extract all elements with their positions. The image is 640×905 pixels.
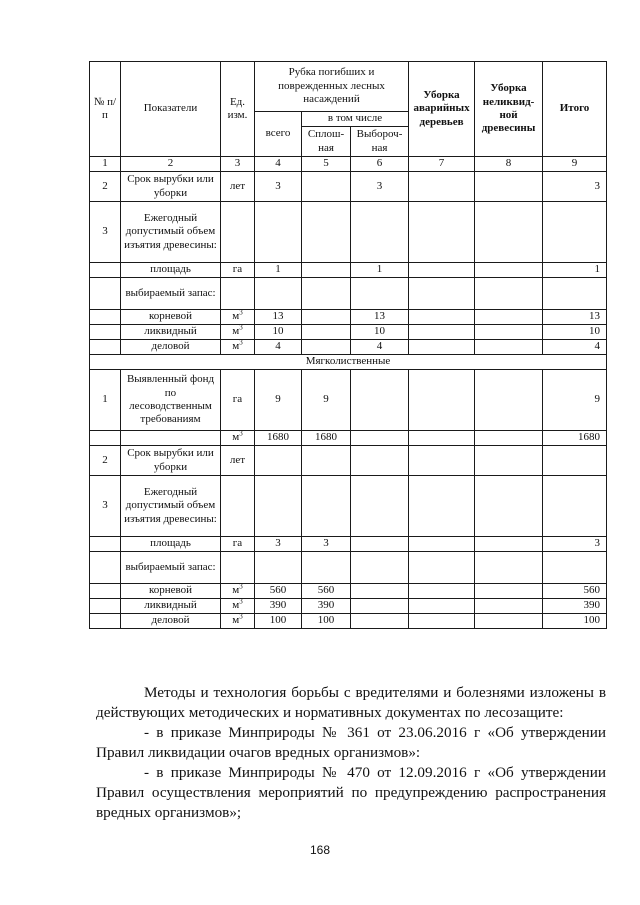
cell-total-fell: 100 bbox=[255, 614, 302, 629]
table-row bbox=[90, 552, 607, 584]
cell-total: 1680 bbox=[543, 431, 607, 446]
row-num bbox=[90, 552, 121, 584]
cell-clear: 1680 bbox=[302, 431, 351, 446]
row-num: 2 bbox=[90, 172, 121, 202]
cell-total-fell: 1680 bbox=[255, 431, 302, 446]
cell-selective: 4 bbox=[351, 340, 409, 355]
cell-nonliquid bbox=[475, 202, 543, 263]
cell-selective bbox=[351, 431, 409, 446]
row-unit bbox=[221, 278, 255, 310]
unit-m3: м bbox=[232, 340, 240, 353]
row-unit bbox=[221, 340, 255, 355]
cell-emergency bbox=[409, 614, 475, 629]
row-label: деловой bbox=[121, 340, 221, 355]
cell-nonliquid bbox=[475, 325, 543, 340]
cell-total: 100 bbox=[543, 614, 607, 629]
table-row bbox=[90, 446, 607, 476]
cell-clear bbox=[302, 278, 351, 310]
row-unit bbox=[221, 552, 255, 584]
cell-emergency bbox=[409, 202, 475, 263]
cell-selective: 13 bbox=[351, 310, 409, 325]
index-cell: 3 bbox=[221, 157, 255, 172]
row-unit bbox=[221, 584, 255, 599]
cell-clear bbox=[302, 476, 351, 537]
cell-total: 13 bbox=[543, 310, 607, 325]
row-label: корневой bbox=[121, 310, 221, 325]
row-label: ликвидный bbox=[121, 325, 221, 340]
unit-m3: м bbox=[232, 614, 240, 627]
cell-total bbox=[543, 278, 607, 310]
table-row bbox=[90, 370, 607, 431]
row-unit: лет bbox=[221, 172, 255, 202]
row-unit bbox=[221, 476, 255, 537]
cell-selective bbox=[351, 584, 409, 599]
row-num bbox=[90, 599, 121, 614]
cell-selective bbox=[351, 370, 409, 431]
header-indicator: Показатели bbox=[121, 62, 221, 157]
cell-clear bbox=[302, 263, 351, 278]
cell-total-fell: 9 bbox=[255, 370, 302, 431]
row-num bbox=[90, 263, 121, 278]
cell-total: 3 bbox=[543, 537, 607, 552]
list-item-order-470: - в приказе Минприроды № 470 от 12.09.2016 г «Об утверждении Правил осуществления мероприятий по предупреждению распространения вредных организмов»; bbox=[96, 764, 606, 821]
header-unit: Ед. изм. bbox=[221, 62, 255, 157]
cell-clear: 100 bbox=[302, 614, 351, 629]
index-cell: 5 bbox=[302, 157, 351, 172]
cell-total-fell bbox=[255, 552, 302, 584]
cell-clear bbox=[302, 310, 351, 325]
row-label: площадь bbox=[121, 263, 221, 278]
row-unit bbox=[221, 202, 255, 263]
cell-selective bbox=[351, 552, 409, 584]
row-label: Ежегодный допустимый объем изъятия древесины: bbox=[121, 202, 221, 263]
cell-nonliquid bbox=[475, 476, 543, 537]
cell-nonliquid bbox=[475, 263, 543, 278]
cell-total bbox=[543, 552, 607, 584]
index-row bbox=[90, 157, 607, 172]
header-nonliquid: Уборка неликвид-ной древесины bbox=[475, 62, 543, 157]
unit-sup: 3 bbox=[239, 430, 243, 438]
cell-total-fell bbox=[255, 278, 302, 310]
index-cell: 9 bbox=[543, 157, 607, 172]
cell-selective bbox=[351, 446, 409, 476]
cell-clear bbox=[302, 325, 351, 340]
index-cell: 6 bbox=[351, 157, 409, 172]
cell-emergency bbox=[409, 370, 475, 431]
cell-nonliquid bbox=[475, 552, 543, 584]
cell-nonliquid bbox=[475, 599, 543, 614]
row-unit: га bbox=[221, 370, 255, 431]
section-row bbox=[90, 355, 607, 370]
cell-selective bbox=[351, 202, 409, 263]
row-num: 3 bbox=[90, 202, 121, 263]
cell-total: 4 bbox=[543, 340, 607, 355]
list-item-order-361: - в приказе Минприроды № 361 от 23.06.2016 г «Об утверждении Правил ликвидации очагов вредных организмов»: bbox=[96, 724, 606, 761]
row-label: Выявленный фонд по лесоводственным требованиям bbox=[121, 370, 221, 431]
cell-nonliquid bbox=[475, 278, 543, 310]
table-row bbox=[90, 325, 607, 340]
row-unit bbox=[221, 599, 255, 614]
cell-total-fell: 390 bbox=[255, 599, 302, 614]
cell-total-fell bbox=[255, 476, 302, 537]
table-row bbox=[90, 614, 607, 629]
unit-sup: 3 bbox=[239, 598, 243, 606]
row-label: Срок вырубки или уборки bbox=[121, 172, 221, 202]
cell-selective bbox=[351, 476, 409, 537]
row-num bbox=[90, 310, 121, 325]
row-label: Срок вырубки или уборки bbox=[121, 446, 221, 476]
unit-m3: м bbox=[232, 310, 240, 323]
cell-selective bbox=[351, 278, 409, 310]
cell-clear: 560 bbox=[302, 584, 351, 599]
header-total: Итого bbox=[543, 62, 607, 157]
cell-nonliquid bbox=[475, 584, 543, 599]
body-text bbox=[96, 683, 606, 823]
unit-sup: 3 bbox=[239, 583, 243, 591]
row-unit: лет bbox=[221, 446, 255, 476]
cell-total-fell bbox=[255, 446, 302, 476]
page-number: 168 bbox=[309, 843, 331, 857]
unit-m3: м bbox=[232, 431, 240, 444]
cell-total: 390 bbox=[543, 599, 607, 614]
row-label: Ежегодный допустимый объем изъятия древесины: bbox=[121, 476, 221, 537]
cell-emergency bbox=[409, 537, 475, 552]
cell-total bbox=[543, 202, 607, 263]
unit-sup: 3 bbox=[239, 324, 243, 332]
cell-total-fell: 3 bbox=[255, 172, 302, 202]
index-cell: 8 bbox=[475, 157, 543, 172]
row-unit: га bbox=[221, 263, 255, 278]
header-clear: Сплош-ная bbox=[302, 127, 351, 157]
cell-clear: 390 bbox=[302, 599, 351, 614]
header-emergency: Уборка аварийных деревьев bbox=[409, 62, 475, 157]
cell-total: 9 bbox=[543, 370, 607, 431]
header-selective: Выбороч-ная bbox=[351, 127, 409, 157]
table-row bbox=[90, 476, 607, 537]
cell-total-fell: 1 bbox=[255, 263, 302, 278]
table-row bbox=[90, 202, 607, 263]
cell-nonliquid bbox=[475, 431, 543, 446]
cell-nonliquid bbox=[475, 310, 543, 325]
cell-total-fell: 10 bbox=[255, 325, 302, 340]
row-num: 2 bbox=[90, 446, 121, 476]
row-unit bbox=[221, 431, 255, 446]
header-sub-group: в том числе bbox=[302, 112, 409, 127]
cell-emergency bbox=[409, 310, 475, 325]
cell-emergency bbox=[409, 431, 475, 446]
row-label: деловой bbox=[121, 614, 221, 629]
cell-total: 10 bbox=[543, 325, 607, 340]
cell-nonliquid bbox=[475, 537, 543, 552]
table-row bbox=[90, 584, 607, 599]
cell-emergency bbox=[409, 325, 475, 340]
cell-clear bbox=[302, 202, 351, 263]
cell-nonliquid bbox=[475, 614, 543, 629]
cell-selective: 10 bbox=[351, 325, 409, 340]
unit-sup: 3 bbox=[239, 613, 243, 621]
row-num bbox=[90, 431, 121, 446]
unit-m3: м bbox=[232, 599, 240, 612]
cell-emergency bbox=[409, 263, 475, 278]
table-row bbox=[90, 278, 607, 310]
header-total-fell: всего bbox=[255, 112, 302, 157]
cell-selective: 3 bbox=[351, 172, 409, 202]
cell-total bbox=[543, 446, 607, 476]
header-felling-group: Рубка погибших и поврежденных лесных насаждений bbox=[255, 62, 409, 112]
cell-nonliquid bbox=[475, 340, 543, 355]
cell-selective bbox=[351, 537, 409, 552]
row-unit: га bbox=[221, 537, 255, 552]
row-num bbox=[90, 537, 121, 552]
cell-clear bbox=[302, 552, 351, 584]
cell-selective bbox=[351, 614, 409, 629]
cell-emergency bbox=[409, 584, 475, 599]
section-header-softwood: Мягколиственные bbox=[90, 355, 607, 370]
table-row bbox=[90, 431, 607, 446]
unit-sup: 3 bbox=[239, 309, 243, 317]
cell-total-fell: 4 bbox=[255, 340, 302, 355]
index-cell: 7 bbox=[409, 157, 475, 172]
unit-m3: м bbox=[232, 584, 240, 597]
row-label: площадь bbox=[121, 537, 221, 552]
row-num bbox=[90, 614, 121, 629]
cell-emergency bbox=[409, 599, 475, 614]
cell-clear bbox=[302, 340, 351, 355]
cell-nonliquid bbox=[475, 370, 543, 431]
table-row bbox=[90, 537, 607, 552]
table-row bbox=[90, 263, 607, 278]
cell-emergency bbox=[409, 278, 475, 310]
row-label: ликвидный bbox=[121, 599, 221, 614]
forest-felling-table bbox=[89, 61, 607, 629]
cell-total-fell bbox=[255, 202, 302, 263]
index-cell: 2 bbox=[121, 157, 221, 172]
row-num bbox=[90, 325, 121, 340]
header-num: № п/п bbox=[90, 62, 121, 157]
row-label: корневой bbox=[121, 584, 221, 599]
cell-clear: 9 bbox=[302, 370, 351, 431]
row-label: выбираемый запас: bbox=[121, 552, 221, 584]
row-unit bbox=[221, 614, 255, 629]
cell-selective: 1 bbox=[351, 263, 409, 278]
cell-emergency bbox=[409, 552, 475, 584]
unit-m3: м bbox=[232, 325, 240, 338]
cell-emergency bbox=[409, 340, 475, 355]
row-num: 1 bbox=[90, 370, 121, 431]
row-num bbox=[90, 278, 121, 310]
row-num: 3 bbox=[90, 476, 121, 537]
intro-paragraph: Методы и технология борьбы с вредителями и болезнями изложены в действующих методических и нормативных документах по лесозащите: bbox=[96, 684, 606, 721]
cell-total: 3 bbox=[543, 172, 607, 202]
cell-clear bbox=[302, 446, 351, 476]
cell-total bbox=[543, 476, 607, 537]
cell-nonliquid bbox=[475, 446, 543, 476]
cell-emergency bbox=[409, 446, 475, 476]
index-cell: 4 bbox=[255, 157, 302, 172]
cell-emergency bbox=[409, 476, 475, 537]
cell-total-fell: 560 bbox=[255, 584, 302, 599]
cell-total: 1 bbox=[543, 263, 607, 278]
unit-sup: 3 bbox=[239, 339, 243, 347]
cell-clear bbox=[302, 172, 351, 202]
cell-total-fell: 3 bbox=[255, 537, 302, 552]
row-num bbox=[90, 340, 121, 355]
table-row bbox=[90, 599, 607, 614]
table-row bbox=[90, 340, 607, 355]
cell-clear: 3 bbox=[302, 537, 351, 552]
row-label bbox=[121, 431, 221, 446]
cell-nonliquid bbox=[475, 172, 543, 202]
cell-emergency bbox=[409, 172, 475, 202]
table-row bbox=[90, 172, 607, 202]
table-row bbox=[90, 310, 607, 325]
row-label: выбираемый запас: bbox=[121, 278, 221, 310]
cell-total: 560 bbox=[543, 584, 607, 599]
row-unit bbox=[221, 310, 255, 325]
row-unit bbox=[221, 325, 255, 340]
cell-selective bbox=[351, 599, 409, 614]
row-num bbox=[90, 584, 121, 599]
index-cell: 1 bbox=[90, 157, 121, 172]
cell-total-fell: 13 bbox=[255, 310, 302, 325]
